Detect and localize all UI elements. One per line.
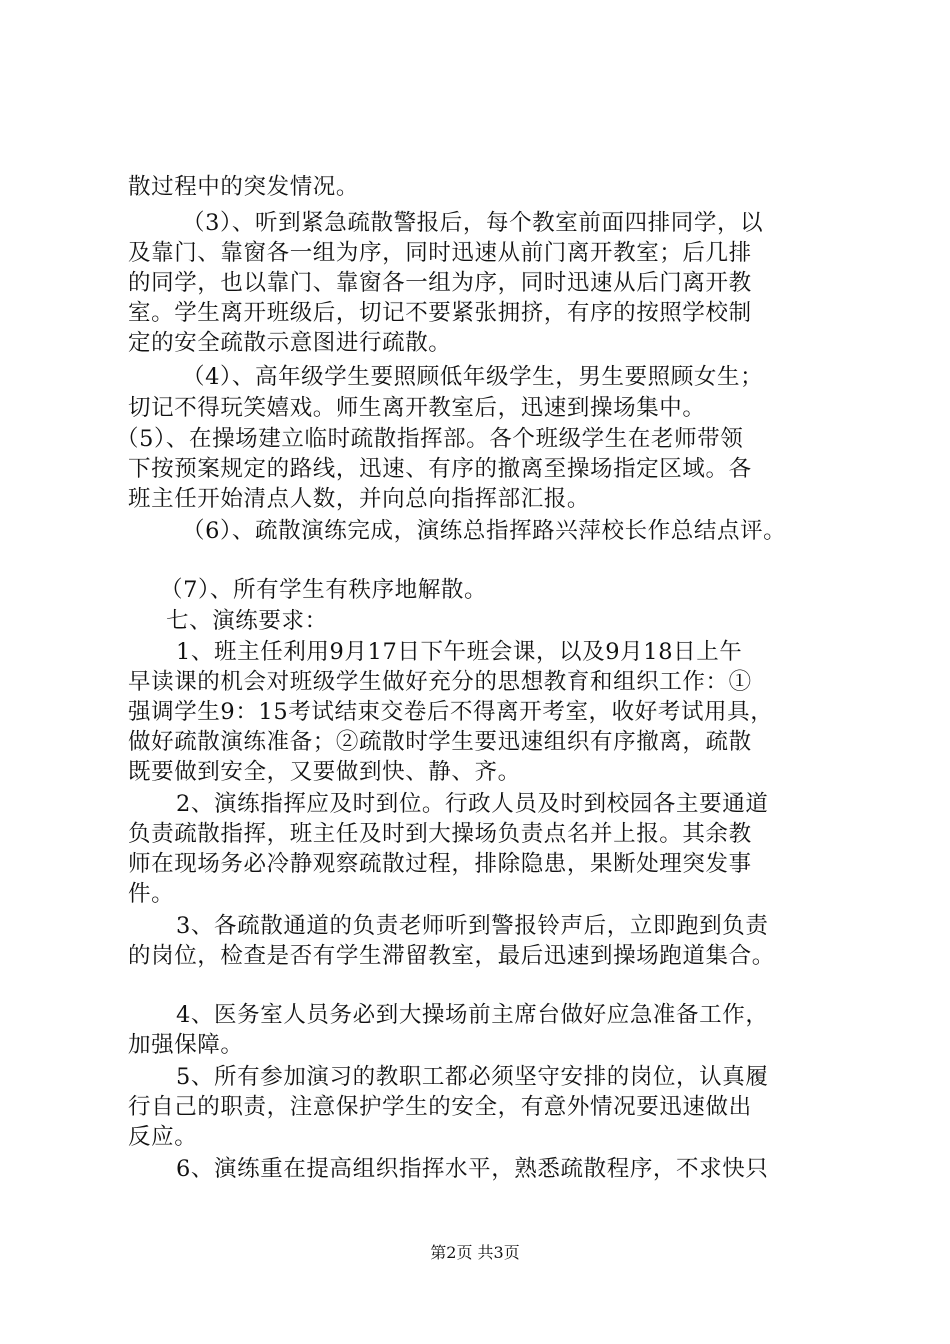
text-line: （4）、高年级学生要照顾低年级学生，男生要照顾女生； <box>182 364 764 390</box>
text-line: 班主任开始清点人数，并向总向指挥部汇报。 <box>128 486 591 512</box>
text-line: 散过程中的突发情况。 <box>128 174 360 200</box>
text-line: 3、各疏散通道的负责老师听到警报铃声后，立即跑到负责 <box>176 913 769 939</box>
text-line: 加强保障。 <box>128 1032 244 1058</box>
text-line: 及靠门、靠窗各一组为序，同时迅速从前门离开教室；后几排 <box>128 240 752 266</box>
section-heading: 七、演练要求： <box>166 608 328 634</box>
text-line: 强调学生9：15考试结束交卷后不得离开考室，收好考试用具， <box>128 699 774 725</box>
text-line: 6、演练重在提高组织指挥水平，熟悉疏散程序，不求快只 <box>176 1156 769 1182</box>
text-line: 的同学，也以靠门、靠窗各一组为序，同时迅速从后门离开教 <box>128 270 752 296</box>
text-line: （5）、在操场建立临时疏散指挥部。各个班级学生在老师带领 <box>116 426 744 452</box>
text-line: 切记不得玩笑嬉戏。师生离开教室后，迅速到操场集中。 <box>128 395 706 421</box>
text-line: 既要做到安全，又要做到快、静、齐。 <box>128 759 521 785</box>
text-line: 4、医务室人员务必到大操场前主席台做好应急准备工作， <box>176 1002 769 1028</box>
text-line: 5、所有参加演习的教职工都必须坚守安排的岗位，认真履 <box>176 1064 769 1090</box>
text-line: 早读课的机会对班级学生做好充分的思想教育和组织工作：① <box>128 669 752 695</box>
text-line: 下按预案规定的路线，迅速、有序的撤离至操场指定区域。各 <box>128 456 752 482</box>
text-line: 反应。 <box>128 1124 198 1150</box>
text-line: （7）、所有学生有秩序地解散。 <box>160 577 488 603</box>
text-line: 2、演练指挥应及时到位。行政人员及时到校园各主要通道 <box>176 791 769 817</box>
text-line: 的岗位，检查是否有学生滞留教室，最后迅速到操场跑道集合。 <box>128 943 775 969</box>
text-line: 负责疏散指挥，班主任及时到大操场负责点名并上报。其余教 <box>128 821 752 847</box>
text-line: 行自己的职责，注意保护学生的安全，有意外情况要迅速做出 <box>128 1094 752 1120</box>
page-footer: 第2页 共3页 <box>430 1243 520 1262</box>
text-line: （3）、听到紧急疏散警报后，每个教室前面四排同学，以 <box>182 210 764 236</box>
text-line: 室。学生离开班级后，切记不要紧张拥挤，有序的按照学校制 <box>128 300 752 326</box>
text-line: （6）、疏散演练完成，演练总指挥路兴萍校长作总结点评。 <box>182 518 787 544</box>
text-line: 做好疏散演练准备；②疏散时学生要迅速组织有序撤离，疏散 <box>128 729 752 755</box>
text-line: 师在现场务必冷静观察疏散过程，排除隐患，果断处理突发事 <box>128 851 752 877</box>
text-line: 定的安全疏散示意图进行疏散。 <box>128 330 452 356</box>
text-line: 件。 <box>128 881 175 907</box>
text-line: 1、班主任利用9月17日下午班会课，以及9月18日上午 <box>176 639 743 665</box>
